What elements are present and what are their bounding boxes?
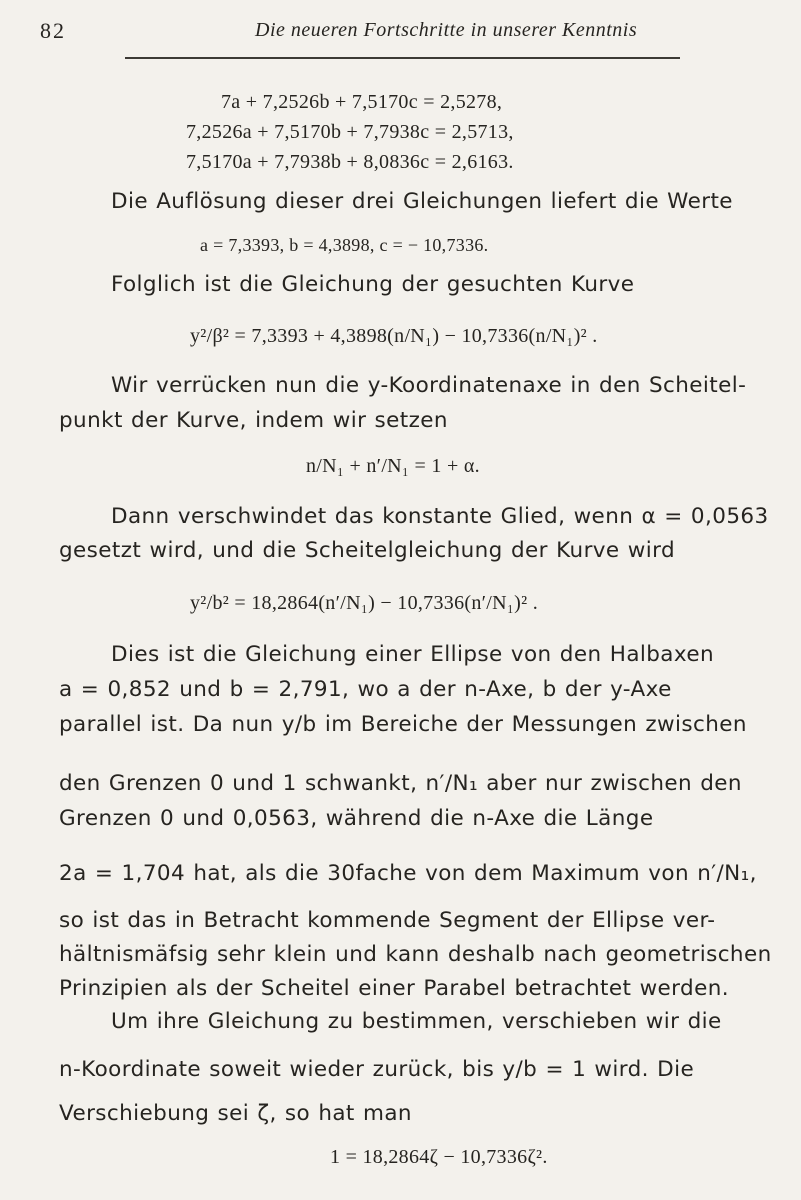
final-equation: 1 = 18,2864ζ − 10,7336ζ². (330, 1146, 548, 1168)
body-line: n-Koordinate soweit wieder zurück, bis y/b = 1 wird. Die (59, 1057, 695, 1082)
body-line: parallel ist. Da nun y/b im Bereiche der Messungen zwischen (59, 712, 747, 737)
paragraph-text: Wir verrücken nun die y-Koordinatenaxe in den Scheitel- (111, 373, 747, 398)
body-line: Prinzipien als der Scheitel einer Parabel betrachtet werden. (59, 976, 729, 1001)
curve-equation: y²/β² = 7,3393 + 4,3898(n/N₁) − 10,7336(n/N₁)² . (190, 325, 598, 347)
page-header (40, 18, 760, 48)
shift-equation: n/N₁ + n′/N₁ = 1 + α. (306, 455, 480, 477)
body-line: Dies ist die Gleichung einer Ellipse von den Halbaxen (111, 642, 715, 667)
equation-line-1: 7a + 7,2526b + 7,5170c = 2,5278, (221, 91, 503, 113)
body-line: den Grenzen 0 und 1 schwankt, n′/N₁ aber nur zwischen den (59, 771, 742, 796)
paragraph-text: Die Auflösung dieser drei Gleichungen liefert die Werte (111, 189, 733, 214)
body-line: a = 0,852 und b = 2,791, wo a der n-Axe, b der y-Axe (59, 677, 672, 702)
paragraph-text: Dann verschwindet das konstante Glied, wenn α = 0,0563 (111, 504, 769, 529)
body-line: so ist das in Betracht kommende Segment der Ellipse ver- (59, 908, 716, 933)
body-line: hältnismäfsig sehr klein und kann deshalb nach geometrischen (59, 942, 772, 967)
body-line: Grenzen 0 und 0,0563, während die n-Axe die Länge (59, 806, 654, 831)
paragraph-text: gesetzt wird, und die Scheitelgleichung der Kurve wird (59, 538, 676, 563)
running-title: Die neueren Fortschritte in unserer Kenntnis (255, 19, 638, 41)
vertex-equation: y²/b² = 18,2864(n′/N₁) − 10,7336(n′/N₁)² . (190, 592, 539, 614)
page-number: 82 (40, 18, 66, 43)
body-line: Um ihre Gleichung zu bestimmen, verschieben wir die (111, 1009, 722, 1034)
paragraph-text: Folglich ist die Gleichung der gesuchten Kurve (111, 272, 635, 297)
paragraph-text: punkt der Kurve, indem wir setzen (59, 408, 448, 433)
body-line: Verschiebung sei ζ, so hat man (59, 1101, 412, 1126)
header-rule (125, 57, 680, 59)
equation-line-3: 7,5170a + 7,7938b + 8,0836c = 2,6163. (186, 151, 514, 173)
equation-line-2: 7,2526a + 7,5170b + 7,7938c = 2,5713, (186, 121, 514, 143)
values-line: a = 7,3393, b = 4,3898, c = − 10,7336. (200, 235, 489, 255)
body-line: 2a = 1,704 hat, als die 30fache von dem Maximum von n′/N₁, (59, 861, 757, 886)
